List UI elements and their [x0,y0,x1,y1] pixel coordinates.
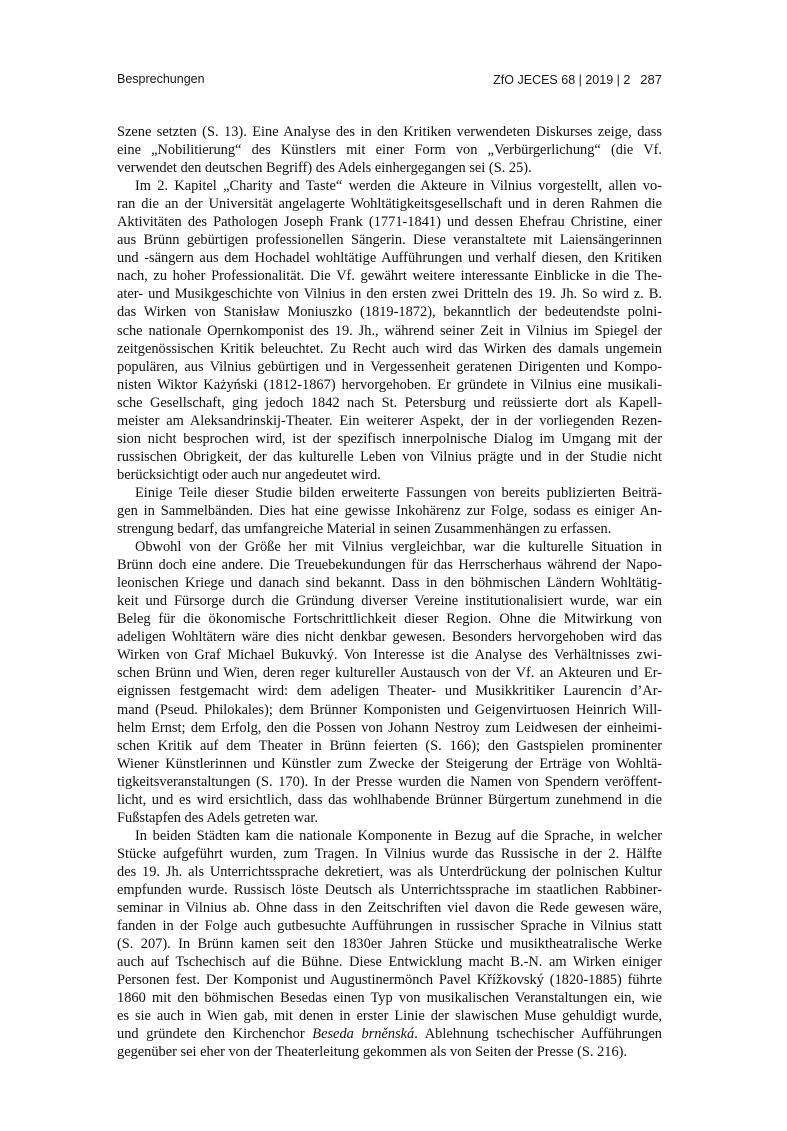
text-line: nisten Wiktor Każyński (1812-1867) hervorgehoben. Er gründete in Vilnius eine musikali- [117,376,662,393]
text-line: ater- und Musikgeschichte von Vilnius in den ersten zwei Dritteln des 19. Jh. So wird z. B. [117,286,662,303]
text-line: ran die an der Universität angelagerte Wohltätigkeitsgesellschaft und in deren Rahmen die [117,196,662,213]
text-line: meister am Aleksandrinskij-Theater. Ein weiterer Aspekt, der in der vorliegenden Rezen- [117,412,662,429]
text-line: und -sängern aus dem Hochadel wohltätige Aufführungen und verhalf diesen, den Kritiken [117,250,662,267]
journal-issue: ZfO JECES 68 | 2019 | 2 [493,73,631,87]
text-line: mand (Pseud. Philokales); dem Brünner Komponisten und Geigenvirtuosen Heinrich Will- [117,701,662,718]
text-line: sche Gesellschaft, ging jedoch 1842 nach St. Petersburg und reüssierte dort als Kapell- [117,394,662,411]
paragraph [117,484,662,538]
text-line: Einige Teile dieser Studie bilden erweiterte Fassungen von bereits publizierten Beiträ- [135,484,662,501]
text-line: seminar in Vilnius ab. Ohne dass in den Zeitschriften viel davon die Rede gewesen wäre, [117,900,662,917]
text-line: des 19. Jh. als Unterrichtssprache dekretiert, was als Unterdrückung der polnischen Kultur [117,863,662,880]
paragraph [117,123,662,177]
text-line: schen Brünn und Wien, deren reger kultureller Austausch von der Vf. an Akteuren und Er- [117,665,662,682]
text-line: verwendet den deutschen Begriff) des Adels einhergegangen sei (S. 25). [117,160,532,177]
text-line: licht, und es wird ersichtlich, dass das wohlhabende Brünner Bürgertum zunehmend in die [117,791,662,808]
journal-citation [493,72,662,87]
text-line: gegenüber sei eher von der Theaterleitung gekommen als von Seiten der Presse (S. 216). [117,1044,628,1061]
text-line: fanden in der Folge auch gutbesuchte Aufführungen in russischer Sprache in Vilnius statt [117,918,662,935]
choir-name: Beseda brněnská [312,1026,415,1043]
text-line: 1860 mit den böhmischen Besedas einen Typ von musikalischen Veranstaltungen ein, wie [117,990,662,1007]
text-line: das Wirken von Stanisław Moniuszko (1819-1872), bekanntlich der bedeutendste polni- [117,304,662,321]
page-number: 287 [640,72,662,87]
text-line: es sie auch in Wien gab, mit denen in erster Linie der slawischen Muse gehuldigt wurde, [117,1008,662,1025]
text-line: Wirken von Graf Michael Bukuvký. Von Interesse ist die Analyse des Verhältnisses zwi- [117,647,662,664]
text-line: zeitgenössischen Kritik beleuchtet. Zu Recht auch wird das Wirken des damals ungemein [117,340,662,357]
text-line: Personen fest. Der Komponist und Augustinermönch Pavel Křížkovský (1820-1885) führte [117,972,662,989]
paragraph [117,827,662,1062]
text-line: empfunden wurde. Russisch löste Deutsch als Unterrichtssprache im staatlichen Rabbiner- [117,881,662,898]
text-line: russischen Obrigkeit, der das kulturelle Leben von Vilnius prägte und in der Studie nicht [117,448,662,465]
section-title: Besprechungen [117,72,205,86]
text-line: Obwohl von der Größe her mit Vilnius vergleichbar, war die kulturelle Situation in [135,539,662,556]
text-line: und gründete den Kirchenchor Beseda brněnská. Ablehnung tschechischer Aufführungen [117,1026,662,1043]
text-line: schen Kritik auf dem Theater in Brünn feierten (S. 166); den Gastspielen prominenter [117,737,662,754]
text-line: sche nationale Opernkomponist des 19. Jh., während seiner Zeit in Vilnius im Spiegel der [117,322,662,339]
text-line: sion nicht besprochen wird, ist der spezifisch innerpolnische Dialog im Umgang mit der [117,430,662,447]
running-header [117,72,662,96]
text-line: Wiener Künstlerinnen und Künstler zum Zwecke der Steigerung der Erträge von Wohltä- [117,755,662,772]
paragraph [117,177,662,484]
text-line: nach, zu hoher Professionalität. Die Vf. gewährt weitere interessante Einblicke in die The- [117,268,662,285]
text-line: helm Ernst; dem Erfolg, den die Possen von Johann Nestroy zum Leidwesen der einheimi- [117,719,662,736]
text-line: populären, aus Vilnius gebürtigen und in Vergessenheit geratenen Dirigenten und Kompo- [117,358,662,375]
text-line: berücksichtigt oder auch nur angedeutet wird. [117,466,381,483]
text-line: auch auf Tschechisch auf die Bühne. Diese Entwicklung macht B.-N. am Wirken einiger [117,954,662,971]
text-line: Im 2. Kapitel „Charity and Taste“ werden die Akteure in Vilnius vorgestellt, allen vo- [135,178,662,195]
text-line: leonischen Kriege und danach sind bekannt. Dass in den böhmischen Ländern Wohltätig- [117,575,662,592]
text-line: gen in Sammelbänden. Dies hat eine gewisse Inkohärenz zur Folge, sodass es einiger An- [117,502,662,519]
text-line: Aktivitäten des Pathologen Joseph Frank (1771-1841) und dessen Ehefrau Christine, einer [117,214,662,231]
paragraph [117,538,662,827]
text-line: Szene setzten (S. 13). Eine Analyse des in den Kritiken verwendeten Diskurses zeige, dass [117,124,662,140]
text-line: adeligen Wohltätern wäre dies nicht denkbar gewesen. Besonders hervorgehoben wird das [117,629,662,646]
text-line: eignissen festgemacht wird: dem adeligen Theater- und Musikkritiker Laurencin d’Ar- [117,683,662,700]
text-line: strengung bedarf, das umfangreiche Material in seinen Zusammenhängen zu erfassen. [117,521,612,538]
text-line: keit und Fürsorge durch die Gründung diverser Vereine institutionalisiert wurde, war ein [117,593,662,610]
text-line: Stücke aufgeführt wurden, zum Tragen. In Vilnius wurde das Russische in der 2. Hälfte [117,845,662,862]
text-line: tigkeitsveranstaltungen (S. 170). In der Presse wurden die Namen von Spendern veröffent- [117,773,662,790]
article-body [117,123,662,1061]
text-line: Brünn doch eine andere. Die Treuebekundungen für das Herrscherhaus während der Napo- [117,557,662,574]
text-line: Beleg für die ökonomische Fortschrittlichkeit dieser Region. Ohne die Mitwirkung von [117,611,662,628]
text-line: aus Brünn gebürtigen professionellen Sängerin. Diese veranstaltete mit Laiensängerinnen [117,232,662,249]
text-line: (S. 207). In Brünn kamen seit den 1830er Jahren Stücke und musiktheatralische Werke [117,936,662,953]
text-line: In beiden Städten kam die nationale Komponente in Bezug auf die Sprache, in welcher [135,827,662,844]
text-line: Fußstapfen des Adels getreten war. [117,809,319,826]
text-line: eine „Nobilitierung“ des Künstlers mit einer Form von „Verbürgerlichung“ (die Vf. [117,142,662,159]
